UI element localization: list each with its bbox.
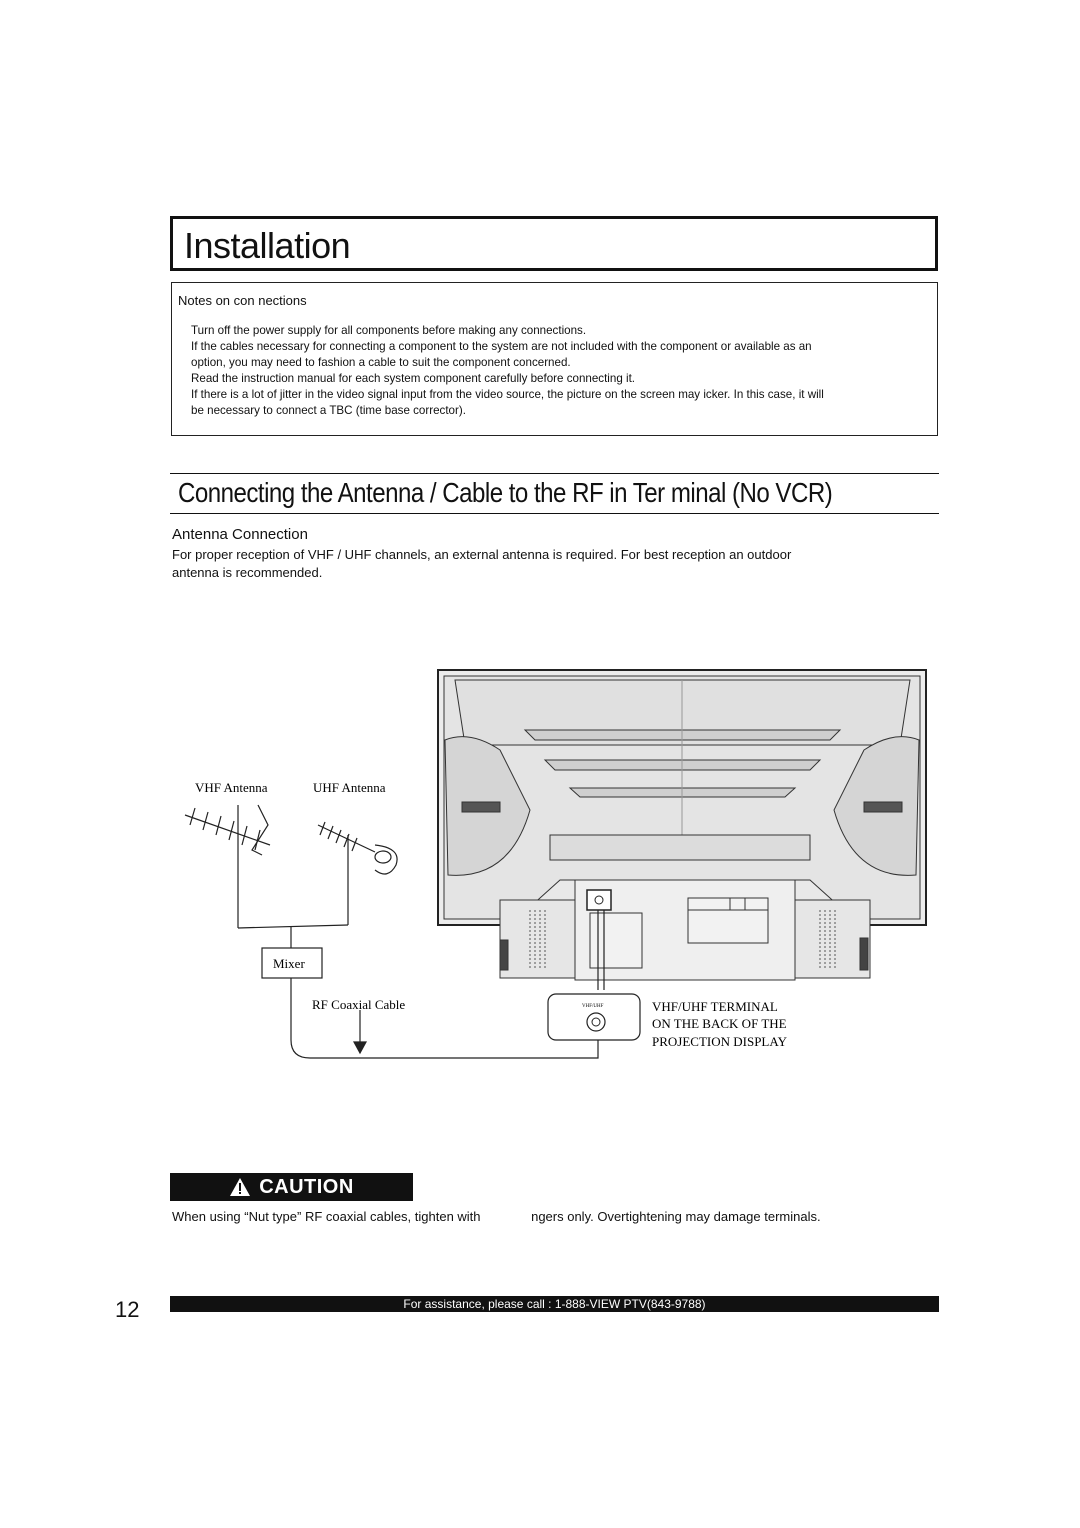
notes-item: If there is a lot of jitter in the video signal input from the video source, the picture on the screen may icker. In this case, it will (191, 388, 824, 401)
vhf-antenna-label: VHF Antenna (195, 780, 268, 795)
footer-assistance-bar: For assistance, please call : 1-888-VIEW PTV(843-9788) (170, 1296, 939, 1312)
intro-paragraph (172, 546, 932, 582)
section-rule-top (170, 473, 939, 474)
section-heading: Connecting the Antenna / Cable to the RF in Ter minal (No VCR) (178, 477, 833, 508)
projection-display-rear-illustration (438, 670, 926, 980)
page-title-box (170, 216, 938, 271)
section-rule-bottom (170, 513, 939, 514)
terminal-label-line3: PROJECTION DISPLAY (652, 1034, 787, 1049)
notes-item: be necessary to connect a TBC (time base corrector). (191, 404, 466, 417)
rf-jack-inner-icon (592, 1018, 600, 1026)
caution-badge (170, 1173, 413, 1201)
terminal-label-line1: VHF/UHF TERMINAL (652, 999, 778, 1014)
mixer-label: Mixer (273, 956, 305, 971)
notes-list (191, 323, 931, 419)
page-number: 12 (115, 1297, 140, 1322)
notes-item: Turn off the power supply for all components before making any connections. (191, 324, 587, 337)
intro-line: For proper reception of VHF / UHF channels, an external antenna is required. For best reception an outdoor (172, 547, 792, 562)
caution-label: CAUTION (259, 1175, 354, 1198)
rf-coaxial-cable-label: RF Coaxial Cable (312, 997, 406, 1012)
uhf-antenna-icon (318, 822, 397, 925)
notes-item: option, you may need to fashion a cable to suit the component concerned. (191, 356, 571, 369)
sub-heading: Antenna Connection (172, 526, 308, 543)
intro-line: antenna is recommended. (172, 565, 323, 580)
notes-title: Notes on con nections (178, 293, 307, 308)
caution-text: When using “Nut type” RF coaxial cables, tighten with ngers only. Overtightening may damage terminals. (172, 1209, 821, 1224)
notes-item: If the cables necessary for connecting a component to the system are not included with the component or available as an (191, 340, 812, 353)
notes-item: Read the instruction manual for each system component carefully before connecting it. (191, 372, 636, 385)
uhf-antenna-label: UHF Antenna (313, 780, 386, 795)
notes-box (171, 282, 938, 436)
antenna-connection-diagram (170, 660, 940, 1070)
vhf-antenna-icon (185, 805, 270, 928)
page-title: Installation (184, 225, 351, 266)
terminal-label-line2: ON THE BACK OF THE (652, 1016, 787, 1031)
terminal-small-label: VHF/UHF (582, 1004, 604, 1009)
warning-triangle-icon (229, 1177, 251, 1197)
